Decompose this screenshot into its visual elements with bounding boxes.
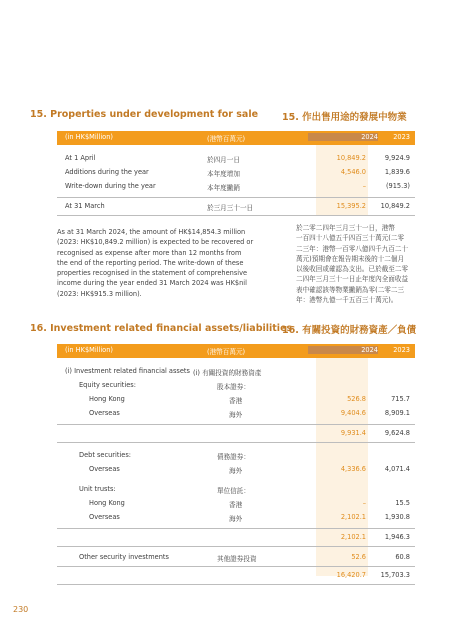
table-row: Debt securities: 債務證券： — [79, 451, 250, 461]
note-15-zh: 於二零二四年三月三十一日，港幣 一百四十八億五千四百三十萬元(二零 二三年：港幣一百零八億四千九百二十 萬元)預期會在報告期末後的十二個月 以後收回或確認為支出。已於截至二零 二四年三月三十一日止年度內全面收益 表中確認該等物業撇銷為零(二零二三 年：港幣九億一千五百三十萬元)。 — [296, 224, 409, 305]
divider — [57, 528, 415, 529]
table-row: Other security investments 其他證券投資 52.6 60.8 — [79, 553, 410, 563]
unit-zh: (港幣百萬元) — [207, 135, 246, 143]
total-row: 16,420.7 15,703.3 — [336, 571, 410, 579]
table-16-header — [57, 344, 415, 358]
note-15-en: As at 31 March 2024, the amount of HK$14,854.3 million (2023: HK$10,849.2 million) is expected to be recovered or recognised as expense after more than 12 months from the end of the reporting period. The write-down of these properties recognised in the statement of comprehensive income during the year ended 31 March 2024 was HK$nil (2023: HK$915.3 million). — [57, 228, 254, 298]
section-16-title-zh: 16. 有關投資的財務資產／負債 — [282, 325, 417, 336]
divider — [57, 442, 415, 443]
table-row: At 31 March 於三月三十一日 15,395.2 10,849.2 — [65, 202, 410, 212]
divider — [57, 584, 415, 585]
table-row: Additions during the year 本年度增加 4,546.0 1,839.6 — [65, 168, 410, 178]
unit-en: (in HK$Million) — [65, 346, 113, 354]
year-2023-header: 2023 — [393, 346, 410, 354]
table-15-header — [57, 131, 415, 145]
table-row: Unit trusts: 單位信託： — [79, 485, 250, 495]
table-row: Write-down during the year 本年度撇銷 – (915.3) — [65, 182, 410, 192]
divider — [57, 197, 415, 198]
subtotal-row: 2,102.1 1,946.3 — [340, 533, 410, 541]
section-16-title-en: 16. Investment related financial assets/liabilities — [30, 323, 293, 334]
table-row: Hong Kong 香港 526.8 715.7 — [89, 395, 410, 405]
year-2024-header: 2024 — [308, 133, 378, 141]
table-row: Equity securities: 股本證券： — [79, 381, 250, 391]
table-row: Overseas 海外 2,102.1 1,930.8 — [89, 513, 410, 523]
table-row: Overseas 海外 4,336.6 4,071.4 — [89, 465, 410, 475]
divider — [57, 215, 415, 216]
unit-zh: (港幣百萬元) — [207, 348, 246, 356]
divider — [57, 546, 415, 547]
divider — [57, 424, 415, 425]
section-15-title-en: 15. Properties under development for sale — [30, 109, 259, 120]
table-row: At 1 April 於四月一日 10,849.2 9,924.9 — [65, 154, 410, 164]
table-row: Overseas 海外 9,404.6 8,909.1 — [89, 409, 410, 419]
subtotal-row: 9,931.4 9,624.8 — [340, 429, 410, 437]
page-number: 230 — [13, 605, 29, 614]
divider — [57, 566, 415, 567]
section-15-title-zh: 15. 作出售用途的發展中物業 — [282, 112, 407, 123]
table-row: (i) Investment related financial assets (i) 有關投資的財務資產 — [65, 367, 262, 377]
unit-en: (in HK$Million) — [65, 133, 113, 141]
year-2023-header: 2023 — [393, 133, 410, 141]
year-2024-header: 2024 — [308, 346, 378, 354]
table-row: Hong Kong 香港 – 15.5 — [89, 499, 410, 509]
